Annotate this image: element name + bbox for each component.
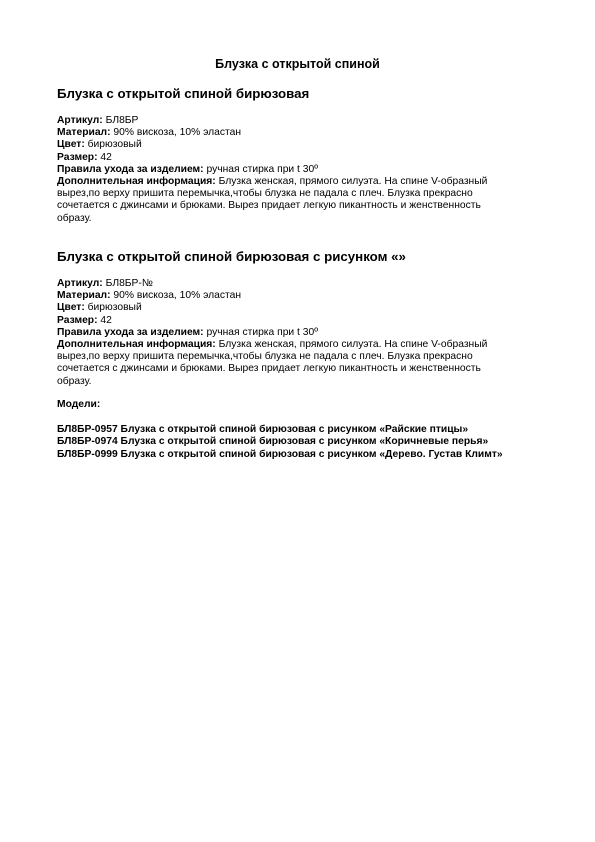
- info-label: Дополнительная информация:: [57, 176, 216, 188]
- info-label: Дополнительная информация:: [57, 339, 216, 351]
- article-label: Артикул:: [57, 115, 103, 126]
- color-label: Цвет:: [57, 139, 85, 151]
- size-label: Размер:: [57, 314, 98, 326]
- article-label: Артикул:: [57, 278, 103, 289]
- care-field: [57, 327, 547, 339]
- care-field: [57, 164, 547, 176]
- size-value: 42: [100, 314, 112, 326]
- color-value: бирюзовый: [87, 139, 142, 151]
- article-field: [57, 115, 547, 127]
- document-title: Блузка с открытой спиной: [215, 57, 380, 71]
- product-section: [57, 86, 547, 225]
- size-value: 42: [100, 151, 112, 163]
- info-field: [57, 339, 547, 351]
- info-value-line: сочетается с джинсами и брюками. Вырез придает легкую пикантность и женственность: [57, 200, 481, 212]
- care-value: ручная стирка при t 30º: [206, 163, 318, 175]
- model-list-item: БЛ8БР-0974 Блузка с открытой спиной бирюзовая с рисунком «Коричневые перья»: [57, 436, 489, 448]
- info-value-line: вырез,по верху пришита перемычка,чтобы блузка не падала с плеч. Блузка прекрасно: [57, 351, 473, 363]
- info-value-line: Блузка женская, прямого силуэта. На спине V-образный: [218, 339, 488, 351]
- material-field: [57, 127, 547, 139]
- material-label: Материал:: [57, 127, 111, 139]
- care-label: Правила ухода за изделием:: [57, 163, 204, 175]
- info-value-line: Блузка женская, прямого силуэта. На спине V-образный: [218, 176, 488, 188]
- material-value: 90% вискоза, 10% эластан: [113, 127, 242, 139]
- size-field: [57, 315, 547, 327]
- care-value: ручная стирка при t 30º: [206, 326, 318, 338]
- size-field: [57, 152, 547, 164]
- models-section: [57, 399, 577, 461]
- color-field: [57, 139, 547, 151]
- info-value-line: сочетается с джинсами и брюками. Вырез придает легкую пикантность и женственность: [57, 363, 481, 375]
- product-heading: Блузка с открытой спиной бирюзовая: [57, 86, 310, 101]
- models-heading: Модели:: [57, 399, 101, 410]
- article-value: БЛ8БР-№: [105, 278, 153, 289]
- material-value: 90% вискоза, 10% эластан: [113, 290, 242, 302]
- info-value-line: образу.: [57, 375, 92, 387]
- model-list-item: БЛ8БР-0957 Блузка с открытой спиной бирюзовая с рисунком «Райские птицы»: [57, 424, 469, 436]
- care-label: Правила ухода за изделием:: [57, 326, 204, 338]
- article-field: [57, 278, 547, 290]
- color-label: Цвет:: [57, 302, 85, 314]
- article-value: БЛ8БР: [105, 115, 139, 126]
- info-value-line: вырез,по верху пришита перемычка,чтобы блузка не падала с плеч. Блузка прекрасно: [57, 188, 473, 200]
- color-value: бирюзовый: [87, 302, 142, 314]
- material-field: [57, 290, 547, 302]
- color-field: [57, 302, 547, 314]
- material-label: Материал:: [57, 290, 111, 302]
- info-value-line: образу.: [57, 212, 92, 224]
- size-label: Размер:: [57, 151, 98, 163]
- model-list-item: БЛ8БР-0999 Блузка с открытой спиной бирюзовая с рисунком «Дерево. Густав Климт»: [57, 448, 503, 460]
- product-section: [57, 249, 547, 388]
- product-heading: Блузка с открытой спиной бирюзовая с рисунком «»: [57, 249, 406, 264]
- info-field: [57, 176, 547, 188]
